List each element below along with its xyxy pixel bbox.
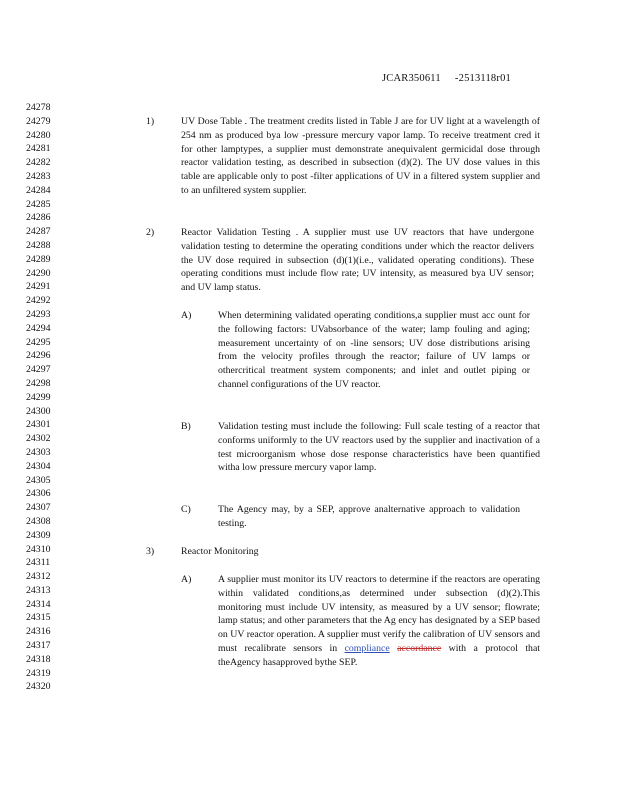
line-number: 24300 bbox=[26, 405, 51, 417]
deleted-text: accordance bbox=[397, 642, 442, 654]
line-number: 24291 bbox=[26, 281, 51, 293]
subsection-text: Validation testing must include the following: Full scale testing of a reactor that conforms uniformly to the UV reactors used by the supplier and inactivation of a test microorganism whose dose response characteristics have been quantified witha low pressure mercury vapor lamp. bbox=[218, 421, 540, 474]
line-number: 24314 bbox=[26, 598, 51, 610]
line-number: 24281 bbox=[26, 143, 51, 155]
line-number: 24297 bbox=[26, 364, 51, 376]
line-number: 24303 bbox=[26, 446, 51, 458]
line-number: 24316 bbox=[26, 626, 51, 638]
subsection-text bbox=[218, 573, 540, 670]
inserted-text: compliance bbox=[344, 642, 390, 654]
line-number: 24315 bbox=[26, 612, 51, 624]
section-text: Reactor Validation Testing . A supplier must use UV reactors that have undergone validation testing to determine the operating conditions under which the reactor delivers the UV dose required in subsection (d)(1)(i.e., validated operating conditions). These operating conditions must include flow rate; UV intensity, as measured bya UV sensor; and UV lamp status. bbox=[181, 227, 534, 294]
line-number: 24318 bbox=[26, 653, 51, 665]
line-number: 24298 bbox=[26, 377, 51, 389]
line-number: 24317 bbox=[26, 640, 51, 652]
line-number: 24311 bbox=[26, 557, 51, 569]
line-number: 24290 bbox=[26, 267, 51, 279]
subsection-letter: C) bbox=[181, 504, 191, 515]
line-number: 24283 bbox=[26, 170, 51, 182]
line-number: 24292 bbox=[26, 295, 51, 307]
section-text: Reactor Monitoring bbox=[181, 546, 259, 557]
line-number: 24308 bbox=[26, 515, 51, 527]
line-number: 24294 bbox=[26, 322, 51, 334]
line-number: 24296 bbox=[26, 350, 51, 362]
line-number: 24312 bbox=[26, 571, 51, 583]
line-number: 24282 bbox=[26, 157, 51, 169]
line-number: 24305 bbox=[26, 474, 51, 486]
subsection-letter: A) bbox=[181, 310, 192, 321]
section-number: 2) bbox=[146, 227, 155, 238]
line-number: 24286 bbox=[26, 212, 51, 224]
line-number: 24287 bbox=[26, 226, 51, 238]
line-number: 24304 bbox=[26, 460, 51, 472]
section-number: 3) bbox=[146, 546, 155, 557]
subsection-text: The Agency may, by a SEP, approve analternative approach to validation testing. bbox=[218, 504, 520, 529]
line-number: 24280 bbox=[26, 129, 51, 141]
line-number: 24293 bbox=[26, 308, 51, 320]
line-number: 24285 bbox=[26, 198, 51, 210]
subsection-letter: B) bbox=[181, 421, 191, 432]
line-number: 24284 bbox=[26, 184, 51, 196]
line-number: 24319 bbox=[26, 667, 51, 679]
document-code: -2513118r01 bbox=[454, 73, 511, 84]
text-before-revision: A supplier must monitor its UV reactors to determine if the reactors are operating within validated conditions,as determined under subsection (d)(2).This monitoring must include UV intensity, as measured by a UV sensor; flowrate; lamp status; and other parameters that the Ag ency has designated by a SEP based on UV reactor operation. A supplier must verify the calibration of UV sensors and must recalibrate sensors in bbox=[218, 574, 540, 654]
line-number: 24309 bbox=[26, 529, 51, 541]
line-number: 24313 bbox=[26, 584, 51, 596]
line-number: 24289 bbox=[26, 253, 51, 265]
section-number: 1) bbox=[146, 116, 155, 127]
subsection-letter: A) bbox=[181, 574, 192, 585]
line-number: 24320 bbox=[26, 681, 51, 693]
line-number: 24295 bbox=[26, 336, 51, 348]
line-number: 24302 bbox=[26, 433, 51, 445]
section-text: UV Dose Table . The treatment credits listed in Table J are for UV light at a wavelength of 254 nm as produced bya low -pressure mercury vapor lamp. To receive treatment cred it for other lamptypes, a supplier must demonstrate anequivalent germicidal dose through reactor validation testing, as described in subsection (d)(2). The UV dose values in this table are applicable only to post -filter applications of UV in a filtered system supplier and to an unfiltered system supplier. bbox=[181, 116, 540, 196]
line-number: 24310 bbox=[26, 543, 51, 555]
line-number: 24307 bbox=[26, 502, 51, 514]
subsection-text: When determining validated operating conditions,a supplier must acc ount for the following factors: UVabsorbance of the water; lamp fouling and aging; measurement uncertainty of on -line sensors; UV dose distributions arising from the velocity profiles through the reactor; failure of UV lamps or othercritical treatment system components; and inlet and outlet piping or channel configurations of the UV reactor. bbox=[218, 310, 530, 390]
line-number: 24288 bbox=[26, 239, 51, 251]
line-number: 24278 bbox=[26, 102, 51, 113]
line-number: 24306 bbox=[26, 488, 51, 500]
line-number: 24301 bbox=[26, 419, 51, 431]
line-number: 24299 bbox=[26, 391, 51, 403]
line-number: 24279 bbox=[26, 115, 51, 127]
document-id: JCAR350611 bbox=[382, 73, 441, 84]
text-after-revision: with a protocol that theAgency hasapproved bythe SEP. bbox=[218, 642, 541, 668]
